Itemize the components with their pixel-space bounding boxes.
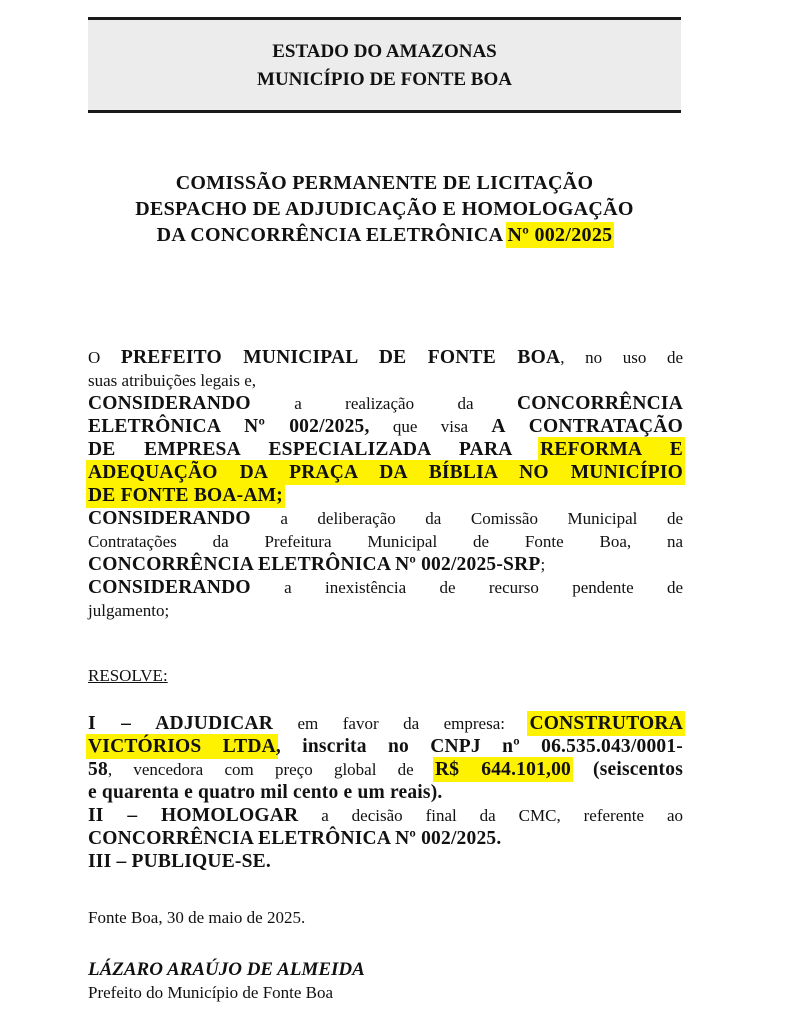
- considerando-keyword: CONSIDERANDO: [88, 508, 251, 529]
- intro-authority: PREFEITO MUNICIPAL DE FONTE BOA: [120, 347, 561, 368]
- considerations-paragraph: [88, 346, 683, 622]
- decision-iii: [88, 850, 683, 873]
- object-highlight: DE FONTE BOA-AM;: [88, 485, 283, 506]
- decision-text: a decisão final da CMC, referente ao: [298, 806, 683, 825]
- consideration-2-line-1: [88, 507, 683, 530]
- consideration-3-line-1: [88, 576, 683, 599]
- consideration-1-line-2: [88, 415, 683, 438]
- intro-text-2: , no uso de: [560, 348, 683, 367]
- consideration-bold: A CONTRATAÇÃO: [491, 416, 683, 437]
- decision-keyword: I – ADJUDICAR: [88, 713, 273, 734]
- signer-name: LÁZARO ARAÚJO DE ALMEIDA: [88, 959, 365, 980]
- consideration-text: que visa: [369, 417, 492, 436]
- consideration-1-line-4: [88, 461, 683, 484]
- decision-ii-line-1: [88, 804, 683, 827]
- title-line-3: [88, 222, 681, 248]
- header-municipality: MUNICÍPIO DE FONTE BOA: [257, 69, 512, 90]
- decision-i-line-4: [88, 781, 683, 804]
- decision-text: , vencedora com preço global de: [107, 760, 435, 779]
- company-name-highlight: VICTÓRIOS LTDA: [88, 736, 276, 757]
- consideration-text: a deliberação da Comissão Municipal de: [250, 509, 683, 528]
- object-highlight: REFORMA E: [540, 439, 684, 460]
- title-process-number: Nº 002/2025: [507, 224, 613, 246]
- consideration-3-line-2: julgamento;: [88, 601, 170, 620]
- decision-i-line-3: [88, 758, 683, 781]
- consideration-text: a inexistência de recurso pendente de: [250, 578, 683, 597]
- dateline-text: Fonte Boa, 30 de maio de 2025.: [88, 908, 306, 927]
- header-state: ESTADO DO AMAZONAS: [272, 41, 497, 62]
- consideration-1-line-1: [88, 392, 683, 415]
- document-title: [88, 170, 681, 248]
- price-words: (seiscentos: [571, 759, 683, 780]
- decision-keyword: III – PUBLIQUE-SE.: [88, 851, 271, 872]
- company-cnpj: , inscrita no CNPJ nº 06.535.043/0001-: [275, 736, 683, 757]
- considerando-keyword: CONSIDERANDO: [88, 577, 251, 598]
- company-name-highlight: CONSTRUTORA: [529, 713, 683, 734]
- resolve-label: RESOLVE:: [88, 666, 168, 685]
- decision-ii-line-2: [88, 827, 683, 850]
- decision-i-line-2: [88, 735, 683, 758]
- decisions-section: [88, 712, 683, 873]
- title-line-2: DESPACHO DE ADJUDICAÇÃO E HOMOLOGAÇÃO: [135, 198, 634, 220]
- resolve-heading: [88, 664, 683, 687]
- decision-keyword: II – HOMOLOGAR: [88, 805, 299, 826]
- decision-bold: CONCORRÊNCIA ELETRÔNICA Nº 002/2025.: [88, 828, 502, 849]
- consideration-2-line-3: [88, 553, 683, 576]
- dateline: [88, 906, 683, 929]
- title-line-1: COMISSÃO PERMANENTE DE LICITAÇÃO: [175, 172, 594, 194]
- signature-block: [88, 958, 683, 1004]
- document-header: [88, 17, 681, 113]
- price-highlight: R$ 644.101,00: [434, 759, 571, 780]
- consideration-1-line-5: [88, 484, 683, 507]
- consideration-bold: ELETRÔNICA Nº 002/2025,: [88, 416, 370, 437]
- consideration-text: a realização da: [250, 394, 517, 413]
- intro-line-2: suas atribuições legais e,: [88, 371, 257, 390]
- consideration-1-line-3: [88, 438, 683, 461]
- consideration-text: ;: [540, 555, 546, 574]
- price-words: e quarenta e quatro mil cento e um reais).: [88, 782, 443, 803]
- consideration-bold: CONCORRÊNCIA ELETRÔNICA Nº 002/2025-SRP: [88, 554, 541, 575]
- intro-line-1: [88, 346, 683, 369]
- consideration-2-line-2: Contratações da Prefeitura Municipal de Fonte Boa, na: [88, 532, 683, 551]
- decision-i-line-1: [88, 712, 683, 735]
- title-line-3-text: DA CONCORRÊNCIA ELETRÔNICA: [156, 224, 508, 246]
- consideration-bold: CONCORRÊNCIA: [517, 393, 683, 414]
- decision-text: em favor da empresa:: [273, 714, 530, 733]
- consideration-bold: DE EMPRESA ESPECIALIZADA PARA: [88, 439, 541, 460]
- signer-role: Prefeito do Município de Fonte Boa: [88, 983, 334, 1002]
- company-cnpj-end: 58: [88, 759, 108, 780]
- considerando-keyword: CONSIDERANDO: [88, 393, 251, 414]
- object-highlight: ADEQUAÇÃO DA PRAÇA DA BÍBLIA NO MUNICÍPIO: [88, 462, 683, 483]
- intro-text: O: [88, 348, 121, 367]
